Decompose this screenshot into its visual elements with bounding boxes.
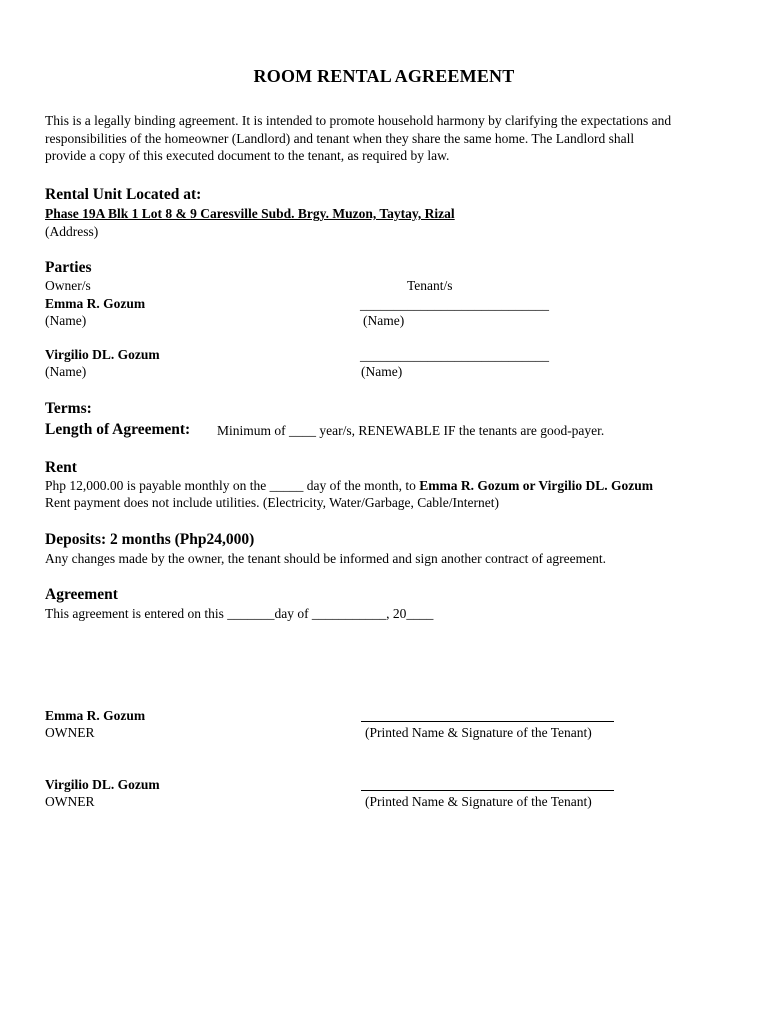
signature1-tenant-line <box>361 721 614 722</box>
rent-heading: Rent <box>45 459 77 476</box>
signature2-tenant-caption: (Printed Name & Signature of the Tenant) <box>365 794 592 809</box>
length-of-agreement-label: Length of Agreement: <box>45 421 191 438</box>
agreement-text: This agreement is entered on this _______day of ___________, 20____ <box>45 606 434 621</box>
signature2-owner-role: OWNER <box>45 794 95 809</box>
deposits-text: Any changes made by the owner, the tenant should be informed and sign another contract of agreement. <box>45 551 607 566</box>
tenant2-blank: ____________________________ <box>360 348 549 363</box>
rent-line-1 <box>45 477 653 494</box>
rent-line-2: Rent payment does not include utilities. (Electricity, Water/Garbage, Cable/Internet) <box>45 495 500 510</box>
signature1-owner-name: Emma R. Gozum <box>45 708 146 723</box>
owners-label: Owner/s <box>45 278 91 293</box>
signature1-owner-role: OWNER <box>45 725 95 740</box>
intro-paragraph <box>45 112 735 165</box>
tenant1-blank: ____________________________ <box>360 297 549 312</box>
owner1-name: Emma R. Gozum <box>45 296 146 311</box>
rent-payees: Emma R. Gozum or Virgilio DL. Gozum <box>419 478 653 493</box>
owner1-name-caption: (Name) <box>45 313 87 328</box>
rental-address: Phase 19A Blk 1 Lot 8 & 9 Caresville Subd. Brgy. Muzon, Taytay, Rizal <box>45 206 455 221</box>
length-of-agreement-text: Minimum of ____ year/s, RENEWABLE IF the tenants are good-payer. <box>217 423 605 438</box>
tenants-label: Tenant/s <box>407 278 453 293</box>
owner2-name: Virgilio DL. Gozum <box>45 347 160 362</box>
terms-heading: Terms: <box>45 400 92 417</box>
owner2-name-caption: (Name) <box>45 364 87 379</box>
signature1-tenant-caption: (Printed Name & Signature of the Tenant) <box>365 725 592 740</box>
deposits-heading: Deposits: 2 months (Php24,000) <box>45 531 255 548</box>
parties-heading: Parties <box>45 259 92 276</box>
rental-unit-heading: Rental Unit Located at: <box>45 186 202 203</box>
agreement-heading: Agreement <box>45 586 118 603</box>
tenant1-name-caption: (Name) <box>363 313 405 328</box>
intro-line: responsibilities of the homeowner (Landlord) and tenant when they share the same home. The Landlord shall <box>45 130 635 146</box>
signature2-owner-name: Virgilio DL. Gozum <box>45 777 160 792</box>
rent-line-1-text: Php 12,000.00 is payable monthly on the _____ day of the month, to <box>45 478 420 493</box>
document-title: ROOM RENTAL AGREEMENT <box>253 66 515 86</box>
intro-line: This is a legally binding agreement. It is intended to promote household harmony by clarifying the expectations and <box>45 113 672 128</box>
intro-line: provide a copy of this executed document to the tenant, as required by law. <box>45 148 450 163</box>
tenant2-name-caption: (Name) <box>361 364 403 379</box>
signature2-tenant-line <box>361 790 614 791</box>
address-caption: (Address) <box>45 224 99 239</box>
